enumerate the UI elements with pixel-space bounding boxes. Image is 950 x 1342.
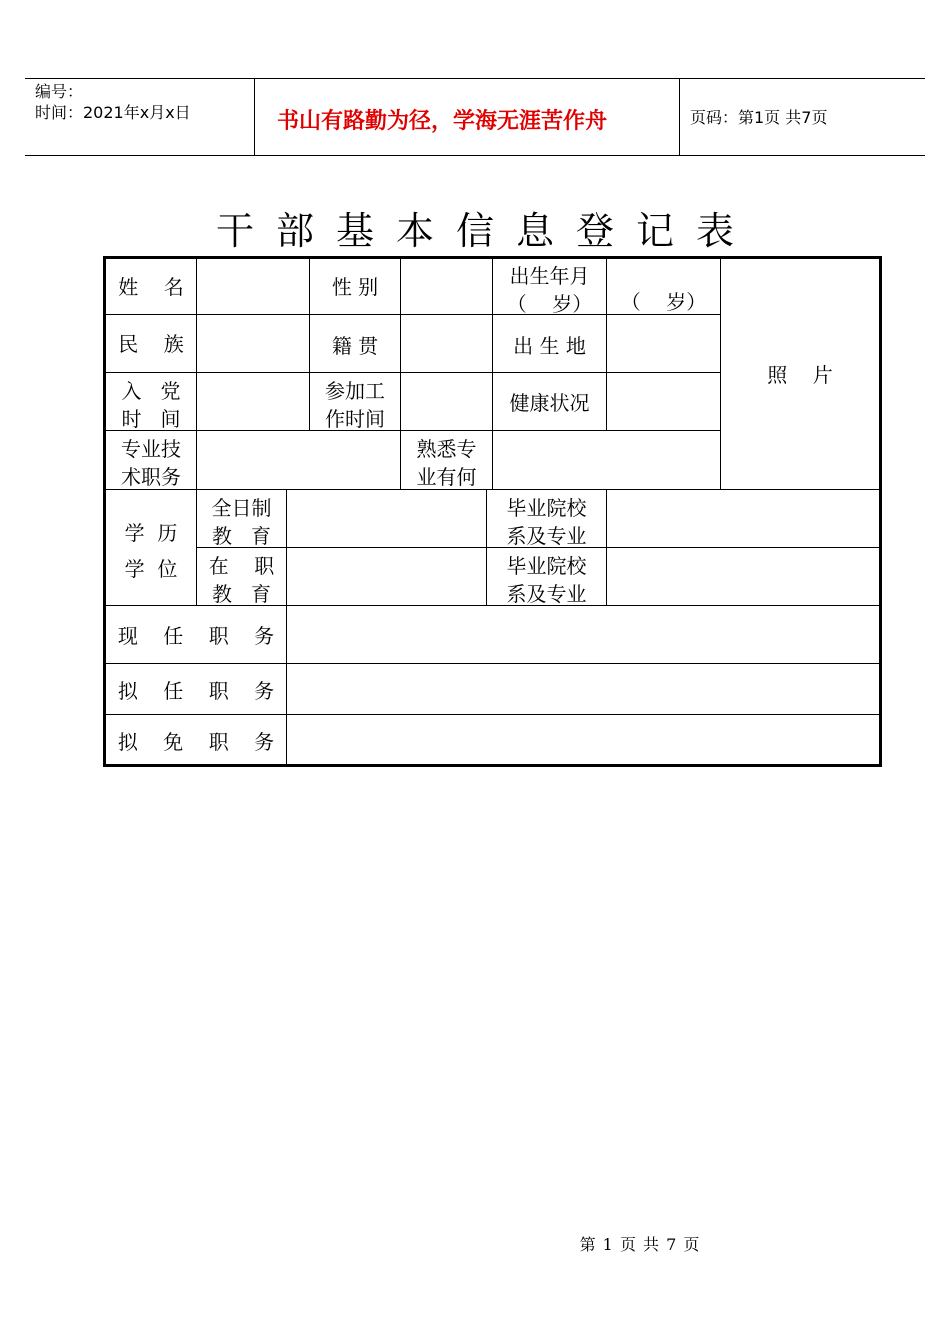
doc-time-label: 时间：2021年x月x日	[35, 103, 191, 122]
label-name: 姓 名	[118, 275, 184, 299]
input-ethnicity[interactable]	[197, 315, 309, 372]
input-gender[interactable]	[401, 257, 492, 314]
label-fulltime-edu	[197, 494, 286, 547]
label-school-1	[487, 494, 606, 547]
label-fulltime-line2: 教 育	[211, 524, 272, 547]
label-school2-line2: 系及专业	[506, 582, 587, 605]
label-school1-line2: 系及专业	[506, 524, 587, 547]
label-onjob-edu	[197, 552, 286, 605]
input-health[interactable]	[607, 373, 720, 430]
label-onjob-line2: 教 育	[211, 582, 272, 605]
label-school-2	[487, 552, 606, 605]
label-edu-line1: 学 历	[124, 521, 178, 545]
label-birth-line1: 出生年月	[509, 264, 590, 288]
label-party-line1: 入 党	[121, 379, 181, 403]
input-school-1[interactable]	[607, 490, 879, 547]
label-native-place: 籍 贯	[331, 334, 379, 358]
label-onjob-line1: 在 职	[208, 554, 275, 578]
table-border-bottom	[103, 764, 882, 767]
label-school2-line1: 毕业院校	[506, 554, 587, 578]
form-title: 干部基本信息登记表	[215, 209, 756, 253]
input-proposed-removal[interactable]	[287, 715, 879, 764]
label-health: 健康状况	[509, 391, 590, 415]
header-divider-right	[679, 78, 680, 155]
label-school1-line1: 毕业院校	[506, 496, 587, 520]
input-work-start[interactable]	[401, 373, 492, 430]
label-edu-line2: 学 位	[124, 557, 178, 581]
input-expertise[interactable]	[493, 431, 720, 489]
label-expertise-line2: 业有何	[416, 465, 477, 489]
header-motto: 书山有路勤为径，学海无涯苦作舟	[277, 109, 608, 134]
input-birth-date[interactable]	[607, 288, 720, 314]
input-fulltime-edu[interactable]	[287, 490, 486, 547]
label-party-date	[106, 377, 196, 430]
label-birth-line2: （ 岁）	[506, 292, 593, 314]
input-school-2[interactable]	[607, 548, 879, 605]
label-expertise	[401, 435, 492, 489]
label-party-line2: 时 间	[121, 407, 181, 430]
input-current-post[interactable]	[287, 606, 879, 663]
age-placeholder: （ 岁）	[620, 290, 707, 314]
label-fulltime-line1: 全日制	[211, 496, 272, 520]
header-divider-left	[254, 78, 255, 155]
label-birthplace: 出 生 地	[513, 334, 586, 358]
header-top-rule	[25, 78, 925, 79]
header-bottom-rule	[25, 155, 925, 156]
label-work-start	[310, 377, 400, 430]
input-native-place[interactable]	[401, 315, 492, 372]
input-onjob-edu[interactable]	[287, 548, 486, 605]
label-expertise-line1: 熟悉专	[416, 437, 477, 461]
label-tech-title	[106, 435, 196, 489]
label-work-line2: 作时间	[325, 407, 385, 430]
input-proposed-post[interactable]	[287, 664, 879, 714]
label-photo: 照 片	[767, 363, 833, 387]
input-birthplace[interactable]	[607, 315, 720, 372]
label-gender: 性 别	[331, 275, 379, 299]
input-tech-title[interactable]	[197, 431, 400, 489]
input-party-date[interactable]	[197, 373, 309, 430]
page-footer: 第 1 页 共 7 页	[579, 1235, 701, 1254]
label-education-degree	[106, 515, 196, 585]
label-ethnicity: 民 族	[118, 332, 184, 356]
input-name[interactable]	[197, 257, 309, 314]
label-work-line1: 参加工	[325, 379, 385, 403]
label-birth-date	[493, 262, 606, 314]
label-tech-line1: 专业技	[121, 437, 181, 461]
label-proposed-removal: 拟 免 职 务	[117, 730, 275, 754]
table-border-right	[879, 256, 882, 767]
doc-number-label: 编号：	[35, 82, 84, 101]
page-indicator: 页码：第1页 共7页	[690, 108, 828, 127]
label-current-post: 现 任 职 务	[117, 624, 275, 648]
label-tech-line2: 术职务	[121, 465, 181, 489]
label-proposed-post: 拟 任 职 务	[117, 679, 275, 703]
